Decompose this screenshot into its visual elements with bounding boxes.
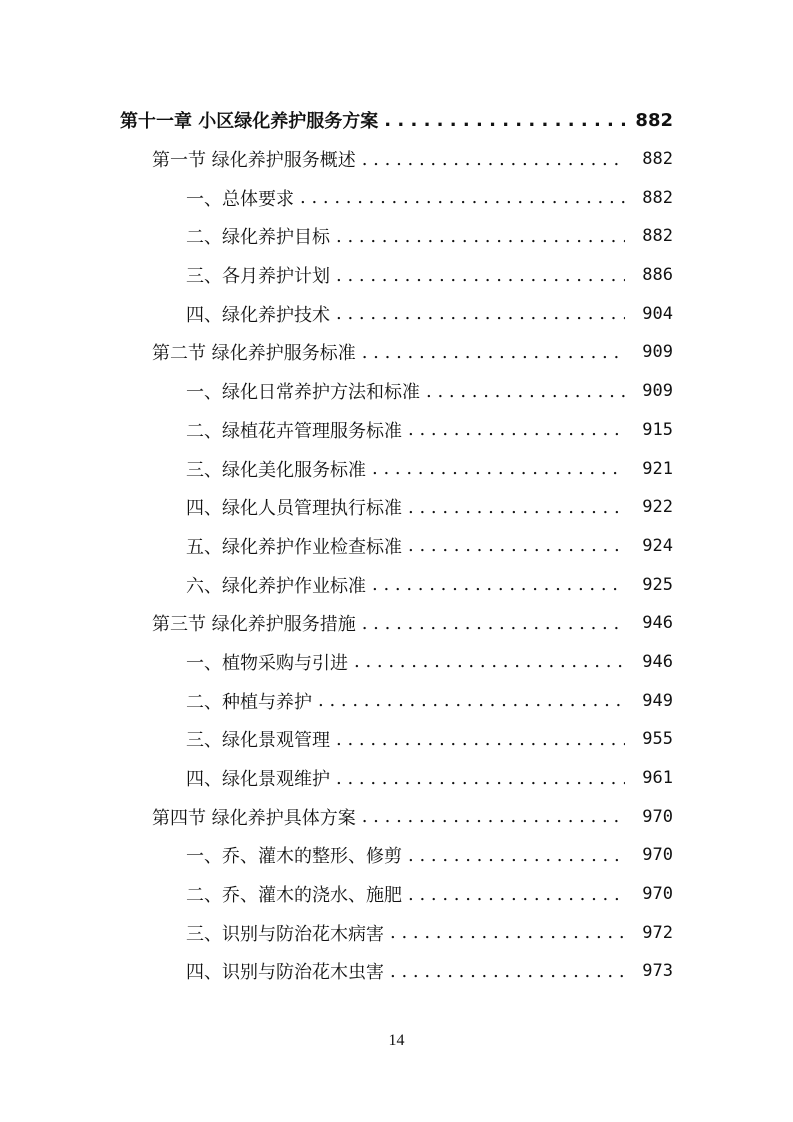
- toc-entry-title: 五、绿化养护作业检查标准: [186, 533, 406, 559]
- toc-entry-page: 970: [642, 845, 673, 866]
- toc-dot-leader: [408, 845, 625, 866]
- toc-dot-leader: [362, 149, 625, 170]
- toc-dot-leader: [336, 729, 625, 750]
- toc-entry-title: 第二节 绿化养护服务标准: [152, 339, 360, 365]
- toc-dot-leader: [336, 265, 625, 286]
- toc-entry-section[interactable]: [0, 797, 793, 836]
- toc-entry-subsection[interactable]: [0, 681, 793, 720]
- toc-entry-page: 972: [642, 922, 673, 943]
- toc-dot-leader: [390, 922, 625, 943]
- toc-entry-title: 一、总体要求: [186, 185, 298, 211]
- toc-entry-title: 三、识别与防治花木病害: [186, 920, 388, 946]
- toc-dot-leader: [426, 381, 625, 402]
- toc-entry-title: 三、各月养护计划: [186, 262, 334, 288]
- toc-entry-subsection[interactable]: [0, 720, 793, 759]
- toc-entry-page: 909: [642, 342, 673, 363]
- toc-entry-subsection[interactable]: [0, 449, 793, 488]
- toc-entry-page: 915: [642, 419, 673, 440]
- page-number: 14: [388, 1032, 405, 1049]
- toc-entry-page: 973: [642, 961, 673, 982]
- toc-entry-page: 882: [642, 149, 673, 170]
- toc-entry-title: 二、乔、灌木的浇水、施肥: [186, 881, 406, 907]
- toc-entry-subsection[interactable]: [0, 527, 793, 566]
- toc-dot-leader: [362, 806, 625, 827]
- toc-dot-leader: [300, 187, 625, 208]
- toc-entry-page: 909: [642, 381, 673, 402]
- toc-entry-subsection[interactable]: [0, 411, 793, 450]
- toc-dot-leader: [318, 690, 625, 711]
- toc-entry-subsection[interactable]: [0, 294, 793, 333]
- toc-entry-page: 882: [642, 226, 673, 247]
- toc-entry-title: 四、绿化人员管理执行标准: [186, 494, 406, 520]
- toc-dot-leader: [408, 419, 625, 440]
- table-of-contents: [0, 101, 793, 991]
- toc-dot-leader: [362, 342, 625, 363]
- toc-entry-subsection[interactable]: [0, 488, 793, 527]
- toc-dot-leader: [390, 961, 625, 982]
- toc-entry-title: 三、绿化美化服务标准: [186, 456, 370, 482]
- toc-entry-subsection[interactable]: [0, 913, 793, 952]
- toc-dot-leader: [372, 458, 625, 479]
- toc-entry-page: 924: [642, 535, 673, 556]
- toc-entry-page: 970: [642, 806, 673, 827]
- toc-entry-page: 970: [642, 884, 673, 905]
- toc-entry-title: 四、绿化景观维护: [186, 765, 334, 791]
- toc-dot-leader: [384, 110, 625, 131]
- toc-entry-title: 一、绿化日常养护方法和标准: [186, 378, 424, 404]
- toc-entry-subsection[interactable]: [0, 952, 793, 991]
- toc-entry-subsection[interactable]: [0, 256, 793, 295]
- toc-dot-leader: [336, 226, 625, 247]
- toc-entry-page: 955: [642, 729, 673, 750]
- toc-entry-page: 925: [642, 574, 673, 595]
- toc-entry-page: 904: [642, 303, 673, 324]
- toc-entry-subsection[interactable]: [0, 643, 793, 682]
- toc-entry-title: 第十一章 小区绿化养护服务方案: [120, 107, 382, 133]
- toc-entry-title: 二、绿植花卉管理服务标准: [186, 417, 406, 443]
- toc-entry-subsection[interactable]: [0, 178, 793, 217]
- toc-entry-subsection[interactable]: [0, 875, 793, 914]
- toc-dot-leader: [336, 303, 625, 324]
- toc-dot-leader: [408, 497, 625, 518]
- toc-entry-page: 946: [642, 651, 673, 672]
- toc-entry-page: 921: [642, 458, 673, 479]
- toc-entry-chapter[interactable]: [0, 101, 793, 140]
- toc-entry-section[interactable]: [0, 333, 793, 372]
- toc-dot-leader: [336, 768, 625, 789]
- toc-dot-leader: [354, 651, 625, 672]
- toc-entry-page: 949: [642, 690, 673, 711]
- toc-entry-subsection[interactable]: [0, 759, 793, 798]
- toc-entry-page: 961: [642, 768, 673, 789]
- toc-entry-section[interactable]: [0, 604, 793, 643]
- toc-dot-leader: [362, 613, 625, 634]
- toc-entry-subsection[interactable]: [0, 217, 793, 256]
- toc-dot-leader: [408, 884, 625, 905]
- toc-entry-title: 一、乔、灌木的整形、修剪: [186, 842, 406, 868]
- toc-entry-section[interactable]: [0, 140, 793, 179]
- toc-dot-leader: [372, 574, 625, 595]
- toc-entry-title: 一、植物采购与引进: [186, 649, 352, 675]
- toc-entry-page: 922: [642, 497, 673, 518]
- toc-entry-title: 六、绿化养护作业标准: [186, 572, 370, 598]
- toc-entry-title: 二、种植与养护: [186, 688, 316, 714]
- toc-dot-leader: [408, 535, 625, 556]
- toc-entry-page: 886: [642, 265, 673, 286]
- toc-entry-title: 二、绿化养护目标: [186, 223, 334, 249]
- toc-entry-title: 第一节 绿化养护服务概述: [152, 146, 360, 172]
- toc-entry-page: 882: [635, 109, 673, 131]
- toc-entry-title: 四、识别与防治花木虫害: [186, 958, 388, 984]
- toc-entry-subsection[interactable]: [0, 836, 793, 875]
- toc-entry-page: 882: [642, 187, 673, 208]
- toc-entry-page: 946: [642, 613, 673, 634]
- toc-entry-title: 四、绿化养护技术: [186, 301, 334, 327]
- toc-entry-subsection[interactable]: [0, 372, 793, 411]
- toc-entry-title: 第四节 绿化养护具体方案: [152, 804, 360, 830]
- toc-entry-title: 第三节 绿化养护服务措施: [152, 610, 360, 636]
- toc-entry-title: 三、绿化景观管理: [186, 726, 334, 752]
- toc-entry-subsection[interactable]: [0, 565, 793, 604]
